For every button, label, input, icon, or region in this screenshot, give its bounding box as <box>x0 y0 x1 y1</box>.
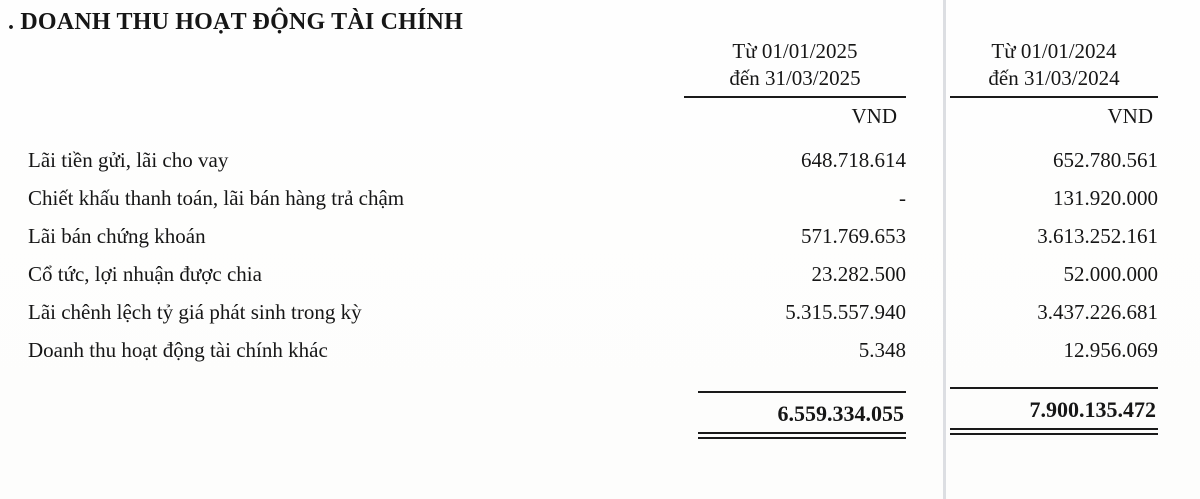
row-value-current: 23.282.500 <box>811 262 906 286</box>
total-current: 6.559.334.055 <box>698 391 906 439</box>
row-value-prior: 3.437.226.681 <box>1037 300 1158 324</box>
period-from-current: Từ 01/01/2025 <box>732 39 858 63</box>
period-to-current: đến 31/03/2025 <box>729 66 861 90</box>
row-value-prior: 52.000.000 <box>1063 262 1158 286</box>
row-value-prior: 3.613.252.161 <box>1037 224 1158 248</box>
table-row <box>0 224 1200 252</box>
row-label: Cổ tức, lợi nhuận được chia <box>28 262 262 286</box>
unit-label-current: VND <box>851 104 897 128</box>
section-title: . DOANH THU HOẠT ĐỘNG TÀI CHÍNH <box>8 9 463 35</box>
row-label: Chiết khấu thanh toán, lãi bán hàng trả chậm <box>28 186 405 210</box>
row-value-prior: 652.780.561 <box>1053 148 1158 172</box>
period-header-prior <box>950 38 1158 98</box>
unit-label-prior: VND <box>1107 104 1153 128</box>
row-value-current: 5.315.557.940 <box>785 300 906 324</box>
row-value-prior: 131.920.000 <box>1053 186 1158 210</box>
row-label: Lãi chênh lệch tỷ giá phát sinh trong kỳ <box>28 300 362 324</box>
table-row <box>0 300 1200 328</box>
row-value-prior: 12.956.069 <box>1063 338 1158 362</box>
row-label: Lãi bán chứng khoán <box>28 224 206 248</box>
table-row <box>0 148 1200 176</box>
row-value-current: - <box>899 186 906 210</box>
period-from-prior: Từ 01/01/2024 <box>991 39 1117 63</box>
table-row <box>0 262 1200 290</box>
total-prior: 7.900.135.472 <box>950 387 1158 435</box>
period-to-prior: đến 31/03/2024 <box>988 66 1120 90</box>
row-value-current: 648.718.614 <box>801 148 906 172</box>
row-value-current: 571.769.653 <box>801 224 906 248</box>
row-label: Doanh thu hoạt động tài chính khác <box>28 338 328 362</box>
table-row <box>0 338 1200 366</box>
table-row <box>0 186 1200 214</box>
period-header-current <box>684 38 906 98</box>
row-label: Lãi tiền gửi, lãi cho vay <box>28 148 229 172</box>
row-value-current: 5.348 <box>858 338 906 362</box>
